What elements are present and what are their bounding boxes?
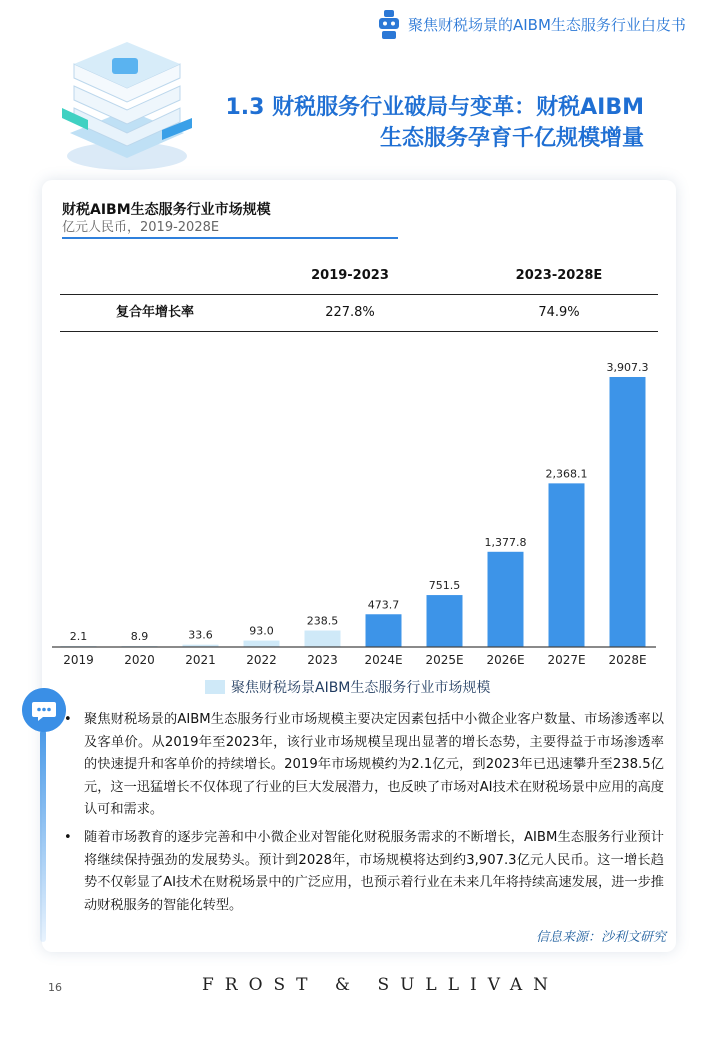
brand-logo-text: FROST & SULLIVAN [202,975,559,995]
bar-2023 [305,631,341,647]
bar-value-label: 2,368.1 [545,467,588,481]
x-tick-label: 2024E [364,653,403,667]
cagr-header-2023-2028e: 2023-2028E [515,268,603,283]
bar-2024E [366,614,402,647]
x-tick-label: 2020 [124,653,155,667]
page-number: 16 [48,981,62,994]
document-header-title: 聚焦财税场景的AIBM生态服务行业白皮书 [408,16,686,34]
bullet-paragraph-2: 随着市场教育的逐步完善和中小微企业对智能化财税服务需求的不断增长，AIBM生态服务行业预计将继续保持强劲的发展势头。预计到2028年，市场规模将达到约3,907.3亿元人民币。这一增长趋势不仅彰显了AI技术在财税场景中的广泛应用，也预示着行业在未来几年将持续高速发展，进一步推动财税服务的智能化转型。 [84,830,664,913]
bar-value-label: 3,907.3 [606,361,649,374]
x-tick-label: 2023 [307,653,338,667]
cagr-row-label: 复合年增长率 [115,305,194,320]
bar-2027E [549,483,585,647]
bullet-marker: • [64,830,72,845]
bar-value-label: 751.5 [428,579,461,593]
bar-2028E [610,377,646,647]
x-tick-label: 2021 [185,653,216,667]
bar-value-label: 1,377.8 [484,535,527,549]
title-underline [62,237,398,239]
legend-label: 聚焦财税场景AIBM生态服务行业市场规模 [231,680,491,696]
server-illustration [52,38,202,178]
bullet-paragraph-1: 聚焦财税场景的AIBM生态服务行业市场规模主要决定因素包括中小微企业客户数量、市场渗透率以及客单价。从2019年至2023年，该行业市场规模呈现出显著的增长态势，主要得益于市场渗透率的快速提升和客单价的持续增长。2019年市场规模约为2.1亿元，到2023年已迅速攀升至238.5亿元，这一迅猛增长不仅体现了行业的巨大发展潜力，也反映了市场对AI技术在财税场景中应用的高度认可和需求。 [84,712,664,817]
bullet-marker: • [64,712,72,727]
bar-value-label: 33.6 [188,628,213,642]
robot-icon [377,10,401,40]
x-tick-label: 2028E [608,653,647,667]
x-tick-label: 2027E [547,653,586,667]
legend-swatch [205,680,225,694]
bar-2026E [488,552,524,647]
x-tick-label: 2026E [486,653,525,667]
chart-subtitle: 亿元人民币，2019-2028E [62,220,220,235]
bar-2022 [244,641,280,647]
cagr-value-2023-2028e: 74.9% [538,305,580,320]
x-tick-label: 2022 [246,653,277,667]
x-tick-label: 2019 [63,653,94,667]
x-tick-label: 2025E [425,653,464,667]
bar-value-label: 8.9 [130,630,149,643]
cagr-table-header [60,258,658,295]
section-title-line1: 1.3 财税服务行业破局与变革：财税AIBM [225,95,644,120]
section-title [225,92,644,154]
cagr-table [60,258,658,332]
bar-value-label: 93.0 [249,624,274,638]
section-title-line2: 生态服务孕育千亿规模增量 [379,126,644,151]
bar-value-label: 473.7 [367,598,400,612]
source-note: 信息来源：沙利文研究 [535,930,666,945]
cagr-header-2019-2023: 2019-2023 [311,268,389,283]
cagr-table-row [60,295,658,332]
chat-bubble-icon [22,688,66,732]
bar-2025E [427,595,463,647]
bar-value-label: 238.5 [306,614,339,628]
market-size-bar-chart [48,350,668,675]
chart-title: 财税AIBM生态服务行业市场规模 [62,202,271,218]
side-accent-line [40,730,46,942]
bar-value-label: 2.1 [69,630,88,643]
cagr-value-2019-2023: 227.8% [325,305,375,320]
chart-legend [205,677,490,697]
